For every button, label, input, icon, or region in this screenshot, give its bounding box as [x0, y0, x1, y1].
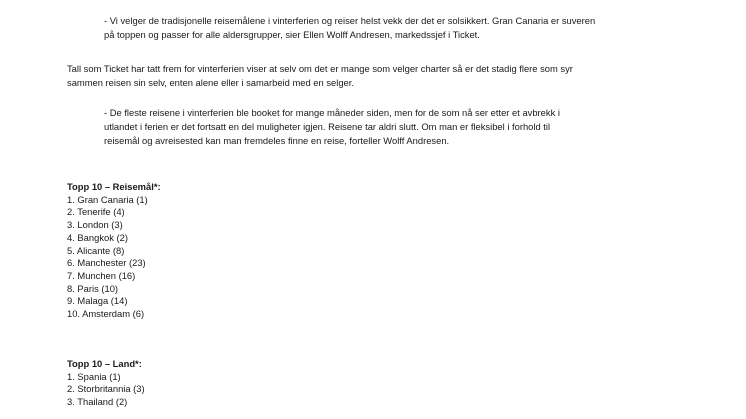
body-paragraph	[67, 62, 573, 90]
list-heading: Topp 10 – Reisemål*:	[67, 181, 161, 192]
text-line: utlandet i ferien er det fortsatt en del muligheter igjen. Reisene tar aldri slutt. Om man er fleksibel i forhold til	[104, 121, 551, 132]
list-heading: Topp 10 – Land*:	[67, 358, 142, 369]
text-line: Tall som Ticket har tatt frem for vinterferien viser at selv om det er mange som velger charter så er det stadig flere som syr	[67, 63, 573, 74]
list-item: 7. Munchen (16)	[67, 269, 136, 281]
text-line: reisemål og avreisested kan man fremdeles finne en reise, forteller Wolff Andresen.	[104, 135, 450, 146]
list-item: 2. Tenerife (4)	[67, 206, 125, 218]
text-line: på toppen og passer for alle aldersgrupper, sier Ellen Wolff Andresen, markedssjef i Ticket.	[104, 29, 480, 40]
top10-countries-list	[67, 358, 145, 409]
text-line: - Vi velger de tradisjonelle reisemålene i vinterferien og reiser helst vekk der det er solsikkert. Gran Canaria er suveren	[104, 15, 596, 26]
list-item: 3. London (3)	[67, 219, 123, 231]
list-item: 5. Alicante (8)	[67, 244, 125, 256]
quote-paragraph-2	[104, 106, 560, 148]
list-item: 4. Bangkok (2)	[67, 231, 128, 243]
list-item: 6. Manchester (23)	[67, 257, 146, 269]
list-item: 9. Malaga (14)	[67, 295, 128, 307]
list-item: 1. Spania (1)	[67, 370, 121, 382]
list-item: 10. Amsterdam (6)	[67, 308, 145, 320]
top10-destinations-list	[67, 181, 161, 321]
text-line: - De fleste reisene i vinterferien ble booket for mange måneder siden, men for de som nå ser etter et avbrekk i	[104, 107, 560, 118]
list-item: 1. Gran Canaria (1)	[67, 193, 148, 205]
list-item: 8. Paris (10)	[67, 282, 119, 294]
text-line: sammen reisen sin selv, enten alene eller i samarbeid med en selger.	[67, 77, 354, 88]
list-item: 2. Storbritannia (3)	[67, 383, 145, 395]
quote-paragraph-1	[104, 14, 595, 42]
list-item: 3. Thailand (2)	[67, 396, 128, 408]
